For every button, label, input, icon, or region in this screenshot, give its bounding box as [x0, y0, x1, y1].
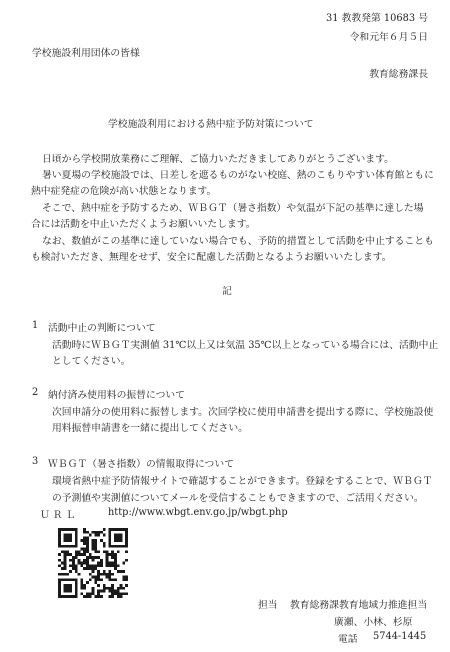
url-label: ＵＲＬ	[40, 510, 79, 521]
ki-heading: 記	[222, 286, 232, 297]
item-text-line-1: 次回申請分の使用料に振替します。次回学校に使用申請書を提出する際に、学校施設使	[52, 407, 434, 418]
document-date: 令和元年６月５日	[349, 32, 428, 43]
item-heading: 納付済み使用料の振替について	[48, 390, 185, 401]
paragraph-1: 日頃から学校開放業務にご理解、ご協力いただきましてありがとうございます。	[42, 154, 394, 165]
paragraph-3-line-1: そこで、熱中症を予防するため、ＷＢＧＴ（暑さ指数）や気温が下記の基準に達した場	[42, 203, 424, 214]
item-text-line-2: としてください。	[52, 356, 131, 367]
recipient: 学校施設利用団体の皆様	[32, 48, 140, 59]
document-number: 31 教教発第 10683 号	[326, 13, 428, 24]
document-title: 学校施設利用における熱中症予防対策について	[108, 119, 314, 130]
item-text-line-1: 環境省熱中症予防情報サイトで確認することができます。登録をすることで、ＷＢＧＴ	[52, 476, 433, 487]
contact-department: 教育総務課教育地域力推進担当	[290, 600, 428, 611]
phone-label: 電話	[338, 634, 358, 645]
contact-names: 廣瀬、小林、杉原	[334, 617, 413, 628]
paragraph-2-line-1: 暑い夏場の学校施設では、日差しを遮るものがない校庭、熱のこもりやすい体育館ともに	[42, 170, 434, 181]
paragraph-4-line-1: なお、数値がこの基準に達していない場合でも、予防的措置として活動を中止することも	[42, 236, 434, 247]
paragraph-3-line-2: 合には活動を中止いただくようお願いいたします。	[31, 219, 256, 230]
item-number: 3	[32, 456, 39, 467]
item-heading: 活動中止の判断について	[48, 323, 156, 334]
paragraph-4-line-2: も検討いただき、無理をせず、安全に配慮した活動となるようお願いいたします。	[31, 252, 392, 263]
item-text-line-2: の予測値や実測値についてメールを受信することもできますので、ご活用ください。	[52, 493, 424, 504]
item-heading: ＷＢＧＴ（暑さ指数）の情報取得について	[48, 459, 234, 470]
paragraph-2-line-2: 熱中症発症の危険が高い状態となります。	[31, 186, 217, 197]
item-number: 2	[32, 387, 39, 398]
contact-label: 担当	[258, 600, 278, 611]
item-text-line-2: 用料振替申請書を一緒に提出してください。	[52, 423, 248, 434]
item-number: 1	[32, 320, 39, 331]
qr-code-icon	[58, 528, 128, 598]
sender: 教育総務課長	[369, 69, 428, 80]
url-link[interactable]: http://www.wbgt.env.go.jp/wbgt.php	[108, 507, 288, 518]
phone-number: 5744-1445	[373, 631, 427, 642]
item-text-line-1: 活動時にＷＢＧＴ実測値 31℃以上又は気温 35℃以上となっている場合には、活動中止	[52, 340, 439, 351]
